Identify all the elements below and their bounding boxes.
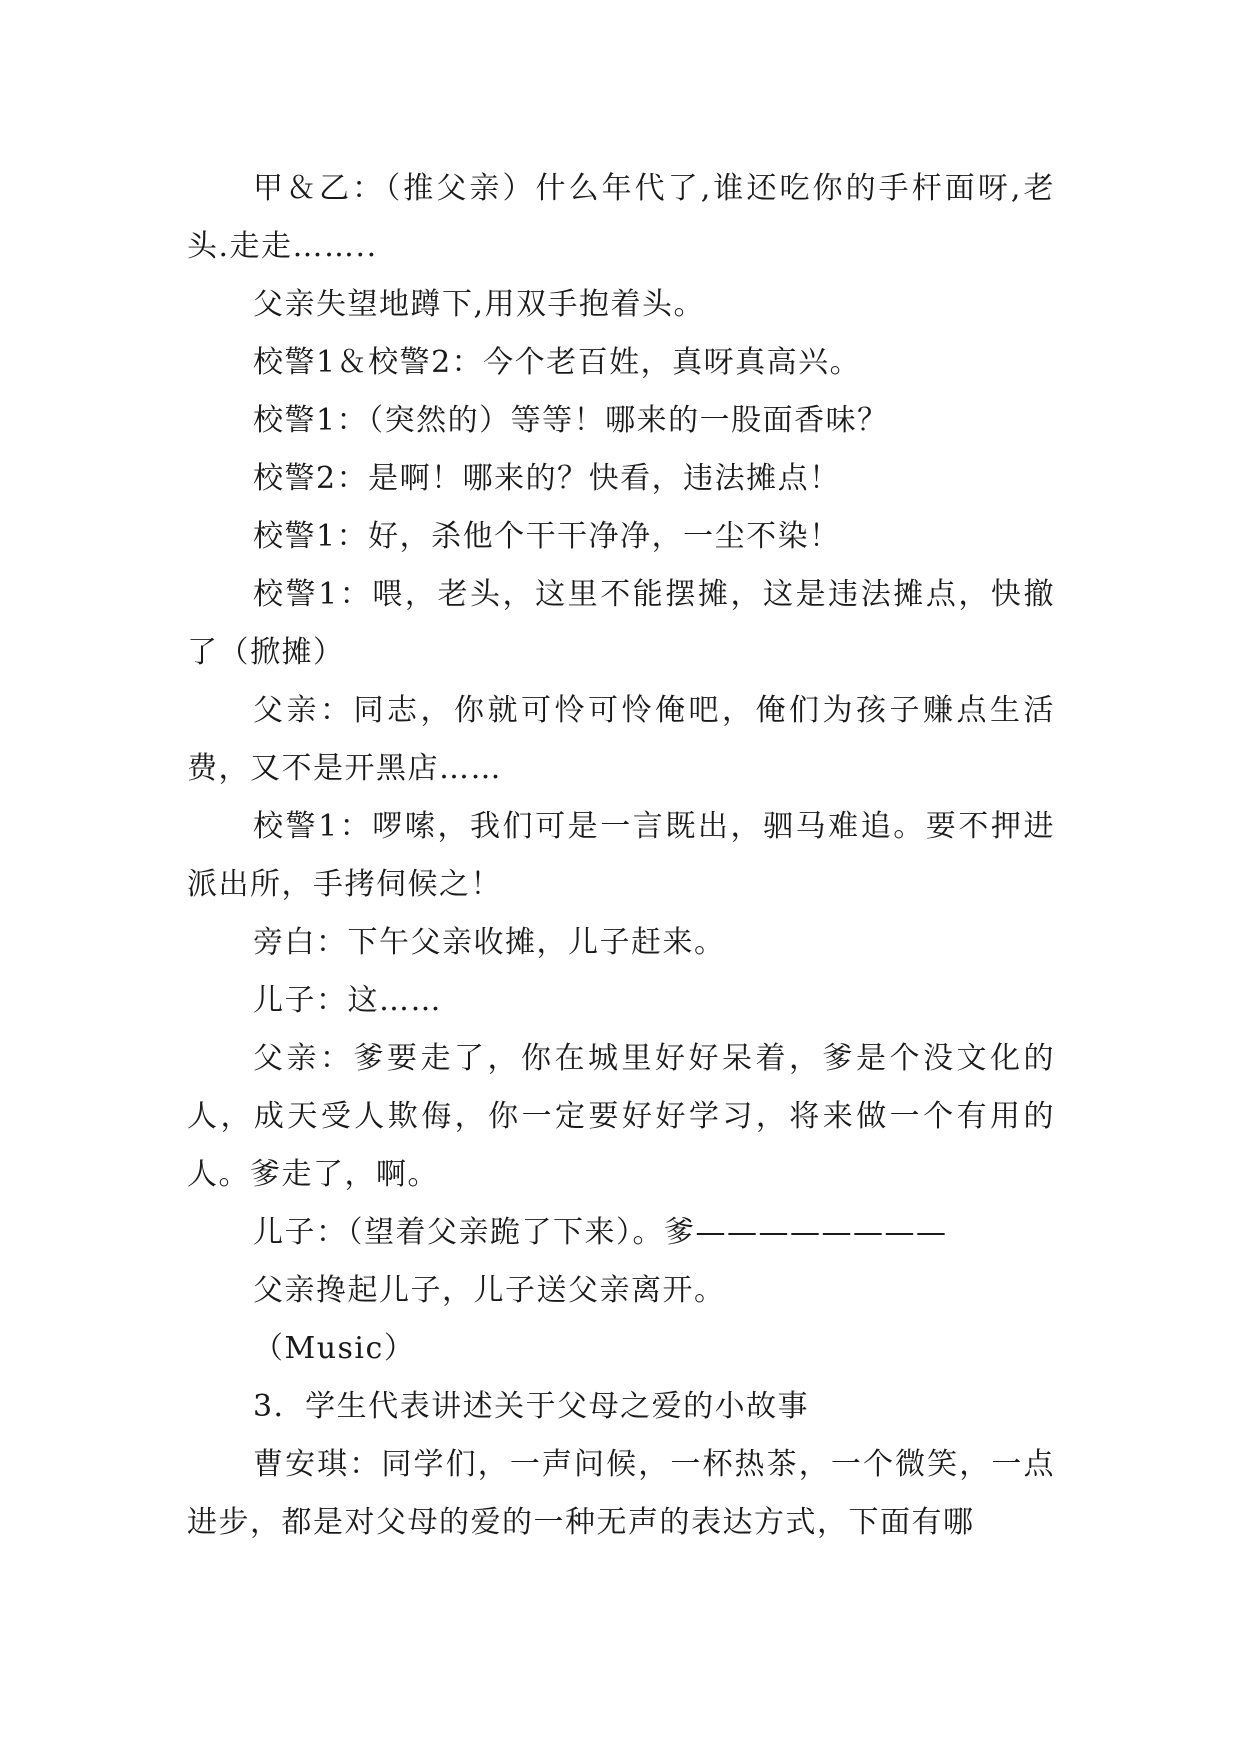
paragraph: 校警1：喂，老头，这里不能摆摊，这是违法摊点，快撤了（掀摊） <box>187 577 1055 670</box>
paragraph: 儿子：（望着父亲跪了下来）。爹———————— <box>253 1215 948 1250</box>
document-body <box>187 160 1055 1552</box>
paragraph: 父亲：爹要走了，你在城里好好呆着，爹是个没文化的人，成天受人欺侮，你一定要好好学习，将来做一个有用的人。爹走了，啊。 <box>187 1041 1055 1192</box>
paragraph: 3．学生代表讲述关于父母之爱的小故事 <box>253 1389 810 1424</box>
paragraph: 甲＆乙：（推父亲）什么年代了,谁还吃你的手杆面呀,老头.走走…….. <box>187 171 1055 264</box>
paragraph: （Music） <box>253 1331 416 1366</box>
paragraph: 父亲：同志，你就可怜可怜俺吧，俺们为孩子赚点生活费，又不是开黑店…… <box>187 693 1055 786</box>
paragraph: 校警2：是啊！哪来的？快看，违法摊点！ <box>253 461 841 496</box>
paragraph: 旁白：下午父亲收摊，儿子赶来。 <box>253 925 726 960</box>
paragraph: 校警1：好，杀他个干干净净，一尘不染！ <box>253 519 841 554</box>
paragraph: 校警1＆校警2：今个老百姓，真呀真高兴。 <box>253 345 862 380</box>
paragraph: 校警1：（突然的）等等！哪来的一股面香味？ <box>253 403 889 438</box>
paragraph: 校警1：啰嗦，我们可是一言既出，驷马难追。要不押进派出所，手拷伺候之！ <box>187 809 1055 902</box>
paragraph: 曹安琪：同学们，一声问候，一杯热茶，一个微笑，一点进步，都是对父母的爱的一种无声的表达方式，下面有哪 <box>187 1447 1055 1540</box>
paragraph: 儿子：这…… <box>253 983 442 1018</box>
paragraph: 父亲失望地蹲下,用双手抱着头。 <box>253 287 706 322</box>
paragraph: 父亲搀起儿子，儿子送父亲离开。 <box>253 1273 726 1308</box>
